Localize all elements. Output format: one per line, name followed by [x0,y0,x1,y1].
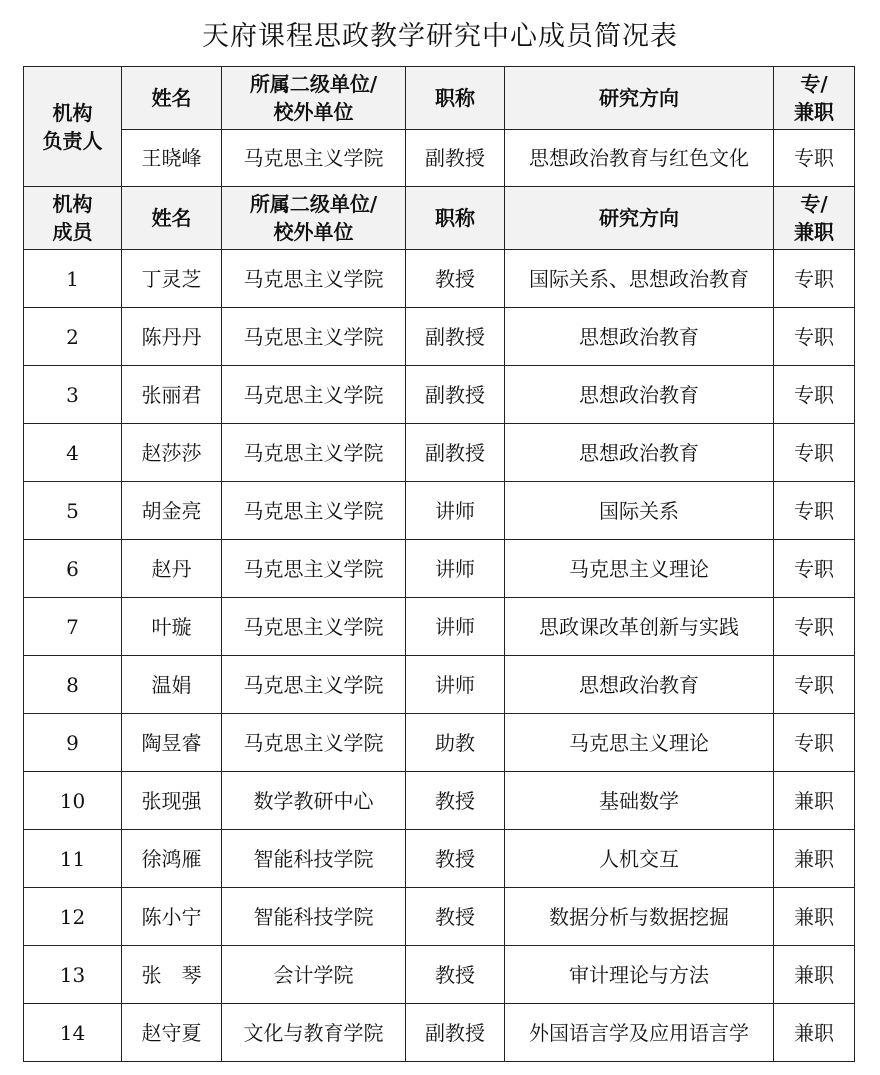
member-rank: 教授 [406,888,505,946]
member-field: 马克思主义理论 [505,540,774,598]
member-name: 赵莎莎 [122,424,222,482]
column-header-rank: 职称 [406,67,505,130]
member-number: 11 [24,830,122,888]
column-header-name: 姓名 [122,67,222,130]
member-rank: 教授 [406,250,505,308]
member-rank: 讲师 [406,656,505,714]
table-row [24,250,855,308]
member-unit: 会计学院 [222,946,406,1004]
table-row [24,830,855,888]
member-field: 数据分析与数据挖掘 [505,888,774,946]
member-name: 张丽君 [122,366,222,424]
member-number: 12 [24,888,122,946]
leader-type: 专职 [774,130,855,187]
member-number: 10 [24,772,122,830]
member-field: 思想政治教育 [505,424,774,482]
member-field: 国际关系 [505,482,774,540]
member-field: 思想政治教育 [505,656,774,714]
member-name: 叶璇 [122,598,222,656]
member-type: 专职 [774,308,855,366]
leader-role-label: 机构 负责人 [24,67,122,187]
member-field: 基础数学 [505,772,774,830]
member-field: 思想政治教育 [505,366,774,424]
member-type: 专职 [774,250,855,308]
table-row [24,1004,855,1062]
leader-name: 王晓峰 [122,130,222,187]
member-unit: 数学教研中心 [222,772,406,830]
member-unit: 马克思主义学院 [222,308,406,366]
table-row [24,888,855,946]
leader-rank: 副教授 [406,130,505,187]
member-name: 赵丹 [122,540,222,598]
table-row [24,308,855,366]
member-field: 思想政治教育 [505,308,774,366]
members-table [23,66,855,1062]
member-type: 兼职 [774,1004,855,1062]
member-type: 专职 [774,482,855,540]
member-field: 国际关系、思想政治教育 [505,250,774,308]
member-unit: 马克思主义学院 [222,482,406,540]
member-unit: 马克思主义学院 [222,366,406,424]
member-type: 专职 [774,656,855,714]
member-rank: 教授 [406,772,505,830]
member-rank: 助教 [406,714,505,772]
member-type: 兼职 [774,946,855,1004]
member-unit: 马克思主义学院 [222,424,406,482]
table-row [24,482,855,540]
column-header-name: 姓名 [122,187,222,250]
leader-row [24,130,855,187]
member-unit: 马克思主义学院 [222,250,406,308]
member-type: 兼职 [774,772,855,830]
member-type: 兼职 [774,830,855,888]
member-field: 思政课改革创新与实践 [505,598,774,656]
table-row [24,598,855,656]
column-header-unit: 所属二级单位/ 校外单位 [222,67,406,130]
member-unit: 智能科技学院 [222,888,406,946]
member-rank: 教授 [406,946,505,1004]
member-number: 3 [24,366,122,424]
member-number: 9 [24,714,122,772]
leader-field: 思想政治教育与红色文化 [505,130,774,187]
members-role-label: 机构 成员 [24,187,122,250]
member-number: 8 [24,656,122,714]
column-header-type: 专/ 兼职 [774,67,855,130]
table-row [24,772,855,830]
member-name: 胡金亮 [122,482,222,540]
table-row [24,946,855,1004]
leader-unit: 马克思主义学院 [222,130,406,187]
member-type: 专职 [774,714,855,772]
table-row [24,656,855,714]
member-unit: 智能科技学院 [222,830,406,888]
member-name: 温娟 [122,656,222,714]
member-type: 专职 [774,540,855,598]
table-row [24,540,855,598]
member-name: 赵守夏 [122,1004,222,1062]
member-number: 13 [24,946,122,1004]
member-unit: 马克思主义学院 [222,656,406,714]
member-rank: 讲师 [406,598,505,656]
member-type: 专职 [774,424,855,482]
member-name: 张 琴 [122,946,222,1004]
member-number: 5 [24,482,122,540]
member-rank: 副教授 [406,424,505,482]
member-unit: 马克思主义学院 [222,598,406,656]
member-rank: 讲师 [406,540,505,598]
column-header-rank: 职称 [406,187,505,250]
member-unit: 马克思主义学院 [222,540,406,598]
member-field: 外国语言学及应用语言学 [505,1004,774,1062]
member-unit: 文化与教育学院 [222,1004,406,1062]
member-name: 张现强 [122,772,222,830]
table-row [24,424,855,482]
member-field: 马克思主义理论 [505,714,774,772]
member-type: 兼职 [774,888,855,946]
member-name: 陶昱睿 [122,714,222,772]
leader-header-row [24,67,855,130]
member-rank: 讲师 [406,482,505,540]
member-name: 陈小宁 [122,888,222,946]
member-number: 1 [24,250,122,308]
members-header-row [24,187,855,250]
page-title: 天府课程思政教学研究中心成员简况表 [202,21,678,52]
member-rank: 副教授 [406,1004,505,1062]
table-row [24,714,855,772]
table-row [24,366,855,424]
member-field: 审计理论与方法 [505,946,774,1004]
member-number: 6 [24,540,122,598]
member-number: 14 [24,1004,122,1062]
member-number: 4 [24,424,122,482]
member-rank: 副教授 [406,308,505,366]
member-unit: 马克思主义学院 [222,714,406,772]
member-number: 7 [24,598,122,656]
column-header-type: 专/ 兼职 [774,187,855,250]
member-name: 徐鸿雁 [122,830,222,888]
column-header-field: 研究方向 [505,187,774,250]
member-name: 丁灵芝 [122,250,222,308]
member-type: 专职 [774,598,855,656]
member-rank: 教授 [406,830,505,888]
member-type: 专职 [774,366,855,424]
member-rank: 副教授 [406,366,505,424]
column-header-field: 研究方向 [505,67,774,130]
member-name: 陈丹丹 [122,308,222,366]
member-field: 人机交互 [505,830,774,888]
column-header-unit: 所属二级单位/ 校外单位 [222,187,406,250]
member-number: 2 [24,308,122,366]
